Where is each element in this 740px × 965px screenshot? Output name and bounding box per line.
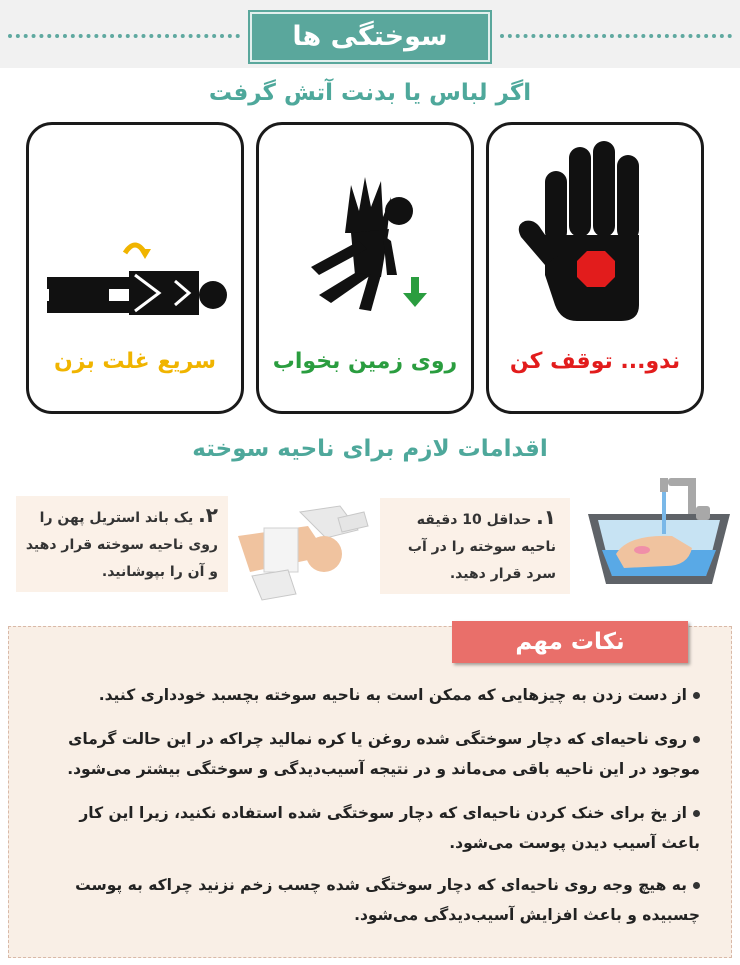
bullet <box>693 882 700 889</box>
tip-item-2 <box>36 724 700 784</box>
step-1 <box>380 498 570 594</box>
bullet <box>693 736 700 743</box>
step-1-number: ۱. <box>536 505 556 529</box>
rolling-person-icon <box>29 125 241 321</box>
falling-person-icon <box>259 125 471 321</box>
step-2 <box>16 496 228 592</box>
tips-title: نکات مهم <box>452 621 688 663</box>
tip-text-3: از یخ برای خنک کردن ناحیه‌ای که دچار سوختگی شده استفاده نکنید، زیرا این کار باعث آسیب دیدن پوست می‌شود. <box>79 804 700 852</box>
bullet <box>693 692 700 699</box>
tip-text-1: از دست زدن به چیزهایی که ممکن است به ناحیه سوخته بچسبد خودداری کنید. <box>98 686 687 704</box>
card-caption-roll: سریع غلت بزن <box>54 349 216 374</box>
fire-section-heading: اگر لباس یا بدنت آتش گرفت <box>208 80 532 106</box>
bandaging-arm-icon <box>238 490 372 608</box>
card-stop <box>486 122 704 414</box>
step-1-text: حداقل 10 دقیقه ناحیه سوخته را در آب سرد قرار دهید. <box>407 512 556 582</box>
bullet <box>693 810 700 817</box>
card-caption-lie-down: روی زمین بخواب <box>272 349 458 374</box>
stop-hand-icon <box>489 125 701 321</box>
tip-text-4: به هیچ وجه روی ناحیه‌ای که دچار سوختگی شده چسب زخم نزنید چراکه به پوست چسبیده و باعث افزایش آسیب‌دیدگی می‌شود. <box>75 876 700 924</box>
card-lie-down <box>256 122 474 414</box>
arm-under-tap-icon <box>580 470 730 606</box>
card-caption-stop: ندو... توقف کن <box>509 349 681 374</box>
header-dotted-line-left <box>8 34 240 38</box>
tip-item-1 <box>60 680 700 710</box>
card-roll <box>26 122 244 414</box>
burn-care-heading: اقدامات لازم برای ناحیه سوخته <box>192 436 548 462</box>
tip-item-4 <box>60 870 700 930</box>
step-2-text: یک باند استریل پهن را روی ناحیه سوخته قرار دهید و آن را بپوشانید. <box>25 510 218 580</box>
step-2-number: ۲. <box>198 503 218 527</box>
header-dotted-line-right <box>500 34 732 38</box>
page-title: سوختگی ها <box>250 12 490 62</box>
tip-text-2: روی ناحیه‌ای که دچار سوختگی شده روغن یا کره نمالید چراکه در این حالت گرمای موجود در این ناحیه باقی می‌ماند و در نتیجه آسیب‌دیدگی و سوختگی بیشتر می‌شود. <box>67 730 700 778</box>
tip-item-3 <box>60 798 700 858</box>
